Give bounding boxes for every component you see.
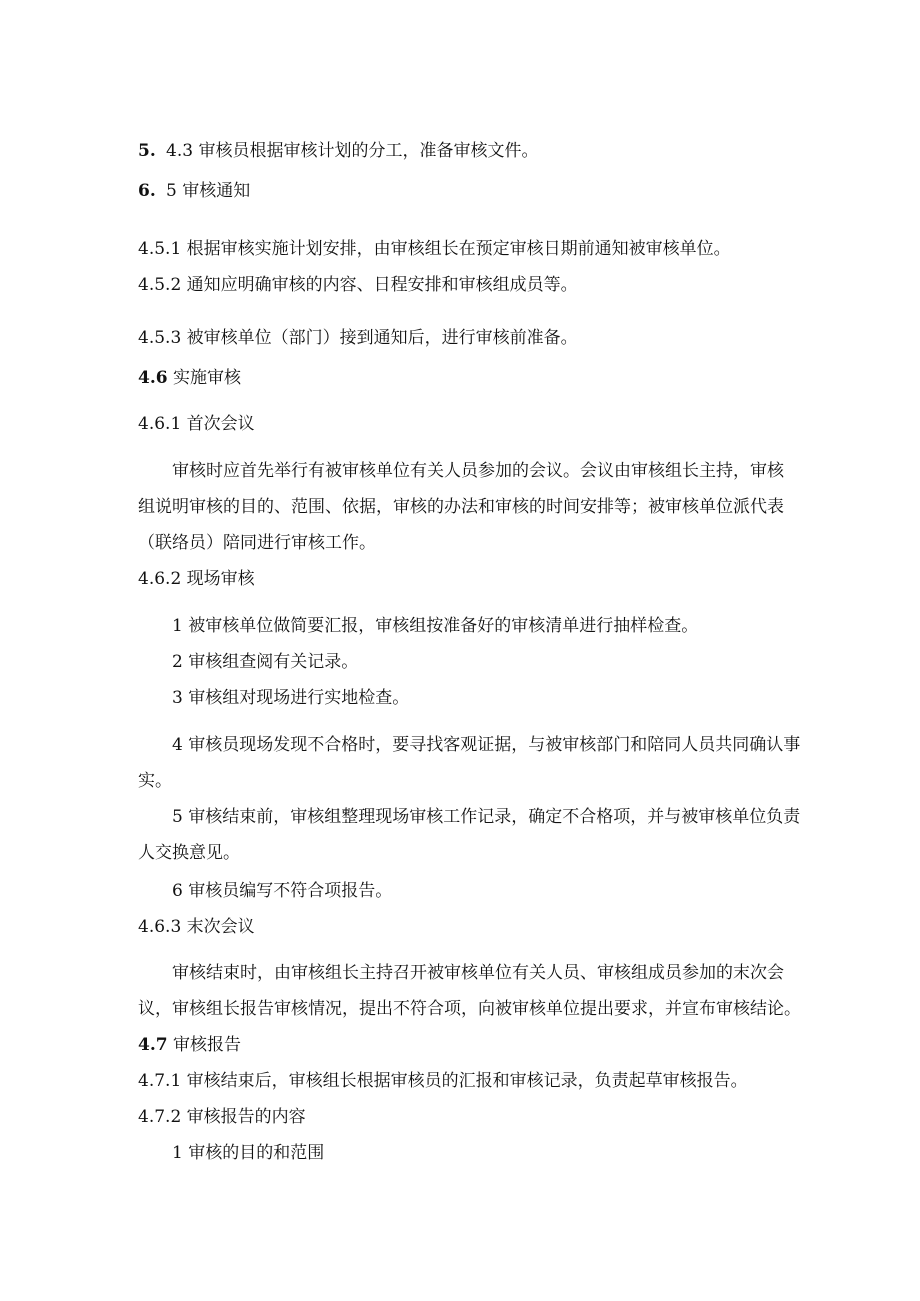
list-item: 6 审核员编写不符合项报告。	[172, 881, 393, 901]
list-item: 5 审核结束前，审核组整理现场审核工作记录，确定不合格项，并与被审核单位负责	[172, 807, 801, 827]
list-item: 1 审核的目的和范围	[172, 1143, 325, 1163]
list-text: 5 审核通知	[166, 181, 251, 201]
paragraph-line: 组说明审核的目的、范围、依据，审核的办法和审核的时间安排等；被审核单位派代表	[138, 497, 784, 517]
list-item-continuation: 实。	[138, 771, 172, 791]
section-number: 4.6	[138, 368, 168, 388]
list-item: 1 被审核单位做简要汇报，审核组按准备好的审核清单进行抽样检查。	[172, 616, 699, 636]
section-title: 实施审核	[167, 368, 241, 388]
section-number: 4.7	[138, 1035, 168, 1055]
paragraph-line: 审核时应首先举行有被审核单位有关人员参加的会议。会议由审核组长主持，审核	[172, 461, 784, 481]
list-item-5	[138, 140, 538, 162]
paragraph-4-7-1: 4.7.1 审核结束后，审核组长根据审核员的汇报和审核记录，负责起草审核报告。	[138, 1071, 748, 1091]
subheading-4-6-1: 4.6.1 首次会议	[138, 414, 255, 434]
paragraph-line: 审核结束时，由审核组长主持召开被审核单位有关人员、审核组成员参加的末次会	[172, 963, 784, 983]
list-item: 4 审核员现场发现不合格时，要寻找客观证据，与被审核部门和陪同人员共同确认事	[172, 735, 801, 755]
list-item-6	[138, 180, 250, 202]
paragraph-4-5-2: 4.5.2 通知应明确审核的内容、日程安排和审核组成员等。	[138, 275, 578, 295]
list-number: 6.	[138, 181, 156, 201]
list-text: 4.3 审核员根据审核计划的分工，准备审核文件。	[166, 141, 539, 161]
list-item-continuation: 人交换意见。	[138, 843, 240, 863]
list-number: 5.	[138, 141, 156, 161]
paragraph-4-5-1: 4.5.1 根据审核实施计划安排，由审核组长在预定审核日期前通知被审核单位。	[138, 239, 731, 259]
list-item: 2 审核组查阅有关记录。	[172, 652, 359, 672]
paragraph-line: 议，审核组长报告审核情况，提出不符合项，向被审核单位提出要求，并宣布审核结论。	[138, 999, 801, 1019]
section-heading-4-6	[138, 367, 241, 389]
subheading-4-6-2: 4.6.2 现场审核	[138, 569, 255, 589]
paragraph-4-5-3: 4.5.3 被审核单位（部门）接到通知后，进行审核前准备。	[138, 328, 578, 348]
section-title: 审核报告	[167, 1035, 241, 1055]
subheading-4-7-2: 4.7.2 审核报告的内容	[138, 1107, 306, 1127]
section-heading-4-7	[138, 1034, 241, 1056]
paragraph-line: （联络员）陪同进行审核工作。	[138, 533, 376, 553]
subheading-4-6-3: 4.6.3 末次会议	[138, 917, 255, 937]
list-item: 3 审核组对现场进行实地检查。	[172, 688, 410, 708]
